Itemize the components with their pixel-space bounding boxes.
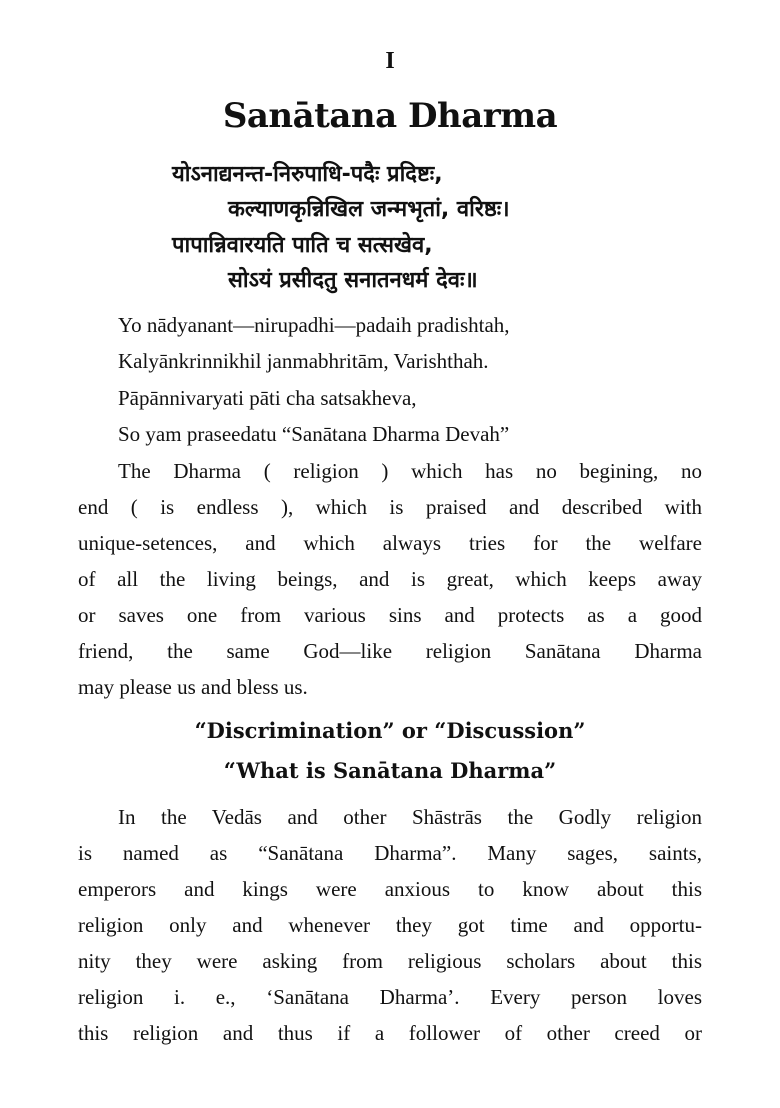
text-line: this religion and thus if a follower of other creed or [78,1021,702,1045]
transliteration-line: Kalyānkrinnikhil janmabhritām, Varishthah. [118,349,489,373]
section-heading-line-1: “Discrimination” or “Discussion” [194,718,586,743]
text-line: or saves one from various sins and protects as a good [78,603,702,627]
text-line: unique-setences, and which always tries for the welfare [78,531,702,555]
text-line: end ( is endless ), which is praised and described with [78,495,702,519]
text-line: nity they were asking from religious scholars about this [78,949,702,973]
text-line: religion only and whenever they got time and opportu- [78,913,702,937]
text-line: emperors and kings were anxious to know about this [78,877,702,901]
transliteration-line: So yam praseedatu “Sanātana Dharma Devah” [118,422,510,446]
chapter-number: I [385,48,395,74]
text-line: of all the living beings, and is great, which keeps away [78,567,702,591]
text-line: The Dharma ( religion ) which has no begining, no [118,459,702,483]
sloka-line: पापान्निवारयति पाति च सत्सखेव, [172,233,433,258]
page-title: Sanātana Dharma [222,96,558,136]
transliteration-line: Pāpānnivaryati pāti cha satsakheva, [118,386,417,410]
sloka-line: योऽनाद्यनन्त-निरुपाधि-पदैः प्रदिष्टः, [172,162,443,187]
text-line: religion i. e., ‘Sanātana Dharma’. Every person loves [78,985,702,1009]
section-heading-line-2: “What is Sanātana Dharma” [223,758,557,783]
text-line: friend, the same God—like religion Sanātana Dharma [78,639,702,663]
sloka-line: सोऽयं प्रसीदतु सनातनधर्म देवः॥ [228,268,478,293]
text-line: In the Vedās and other Shāstrās the Godly religion [118,805,702,829]
sloka-line: कल्याणकृन्निखिल जन्मभृतां, वरिष्ठः। [228,197,510,222]
text-line: may please us and bless us. [78,675,308,699]
text-line: is named as “Sanātana Dharma”. Many sages, saints, [78,841,702,865]
transliteration-line: Yo nādyanant—nirupadhi—padaih pradishtah, [118,313,510,337]
